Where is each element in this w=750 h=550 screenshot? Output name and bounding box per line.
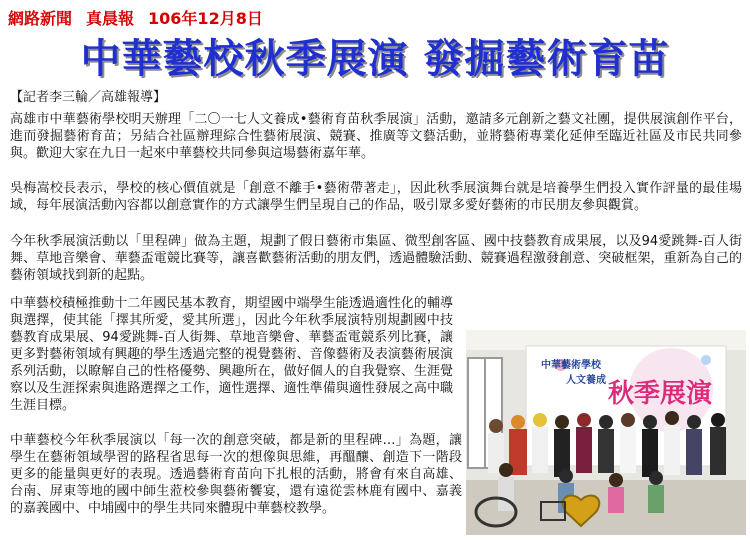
headline-text: 中華藝校秋季展演 發掘藝術育苗 <box>80 35 670 82</box>
backdrop-title-text: 秋季展演 <box>608 379 713 409</box>
masthead-section: 網路新聞 <box>8 8 73 28</box>
paragraph-5: 中華藝校今年秋季展演以「每一次的創意突破，都是新的里程碑…」為題，讓學生在藝術領域學習的路程省思每一次的想像與思維，再醞釀、創造下一階段更多的能量與更好的表現。透過藝術育苗向下扎根的活動，將會有來自高雄、台南、屏東等地的國中師生蒞校參與藝術饗宴，還有遠從雲林鹿有國中、嘉義的嘉義國中、中埔國中的學生共同來體現中華藝校教學。 <box>10 433 462 516</box>
paragraph-3: 今年秋季展演活動以「里程碑」做為主題，規劃了假日藝術市集區、微型創客區、國中技藝教育成果展，以及94愛跳舞-百人街舞、草地音樂會、華藝盃電競比賽等，讓喜歡藝術活動的朋友們，透過體驗活動、競賽過程激發創意、突破框架，重新為自己的藝術領域找到新的起點。 <box>10 234 742 283</box>
masthead-date: 106年12月8日 <box>148 8 263 28</box>
event-photo <box>466 330 746 535</box>
paragraph-2: 吳梅嵩校長表示，學校的核心價值就是「創意不離手•藝術帶著走」，因此秋季展演舞台就是培養學生們投入實作評量的最佳場域，每年展演活動內容都以創意實作的方式讓學生們呈現自己的作品，吸引眾多愛好藝術的市民朋友參與觀賞。 <box>10 181 742 213</box>
backdrop-school-text: 中華藝術學校 <box>541 360 601 371</box>
headline <box>0 26 750 84</box>
masthead <box>8 6 263 28</box>
backdrop-sub-text: 人文養成 <box>566 375 606 386</box>
paragraph-1: 高雄市中華藝術學校明天辦理「二〇一七人文養成•藝術育苗秋季展演」活動，邀請多元創新之藝文社團，提供展演創作平台，進而發掘藝術育苗；另結合社區辦理綜合性藝術展演、競賽、推廣等文藝活動，並將藝術專業化延伸至臨近社區及市民共同參與。歡迎大家在九日一起來中華藝校共同參與這場藝術嘉年華。 <box>10 112 742 161</box>
paragraph-4-text: 中華藝校積極推動十二年國民基本教育，期望國中端學生能透過適性化的輔導與選擇，使其能「擇其所愛，愛其所選」，因此今年秋季展演特別規劃國中技藝教育成果展、94愛跳舞-百人街舞、草地音樂會、華藝盃電競系列比賽，讓更多對藝術領域有興趣的學生透過完整的視覺藝術、音像藝術及表演藝術展演系列活動，以瞭解自己的性格優勢、興趣所在，做好個人的自我覺察、生涯覺察以及生涯探索與進路選擇之工作，適性選擇、適性準備與適性發展之高中職生涯目標。 <box>10 296 453 413</box>
masthead-paper: 真晨報 <box>86 8 135 28</box>
byline: 【記者李三輪／高雄報導】 <box>10 90 167 105</box>
